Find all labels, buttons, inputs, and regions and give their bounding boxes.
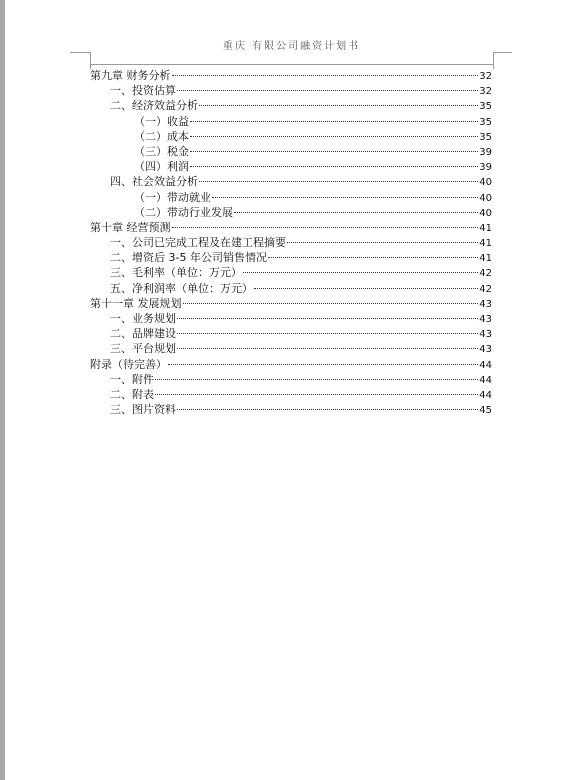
toc-entry-title: 二、附表 — [110, 387, 154, 401]
toc-entry-page: 44 — [479, 359, 492, 371]
toc-entry-page: 35 — [479, 116, 492, 128]
toc-entry-page: 44 — [479, 374, 492, 386]
toc-entry-page: 43 — [479, 344, 492, 356]
toc-entry[interactable] — [90, 281, 492, 296]
toc-entry-title: 一、附件 — [110, 372, 154, 386]
toc-entry-title: 一、投资估算 — [110, 84, 176, 98]
toc-entry-page: 32 — [479, 71, 492, 82]
toc-entry-page: 43 — [479, 314, 492, 325]
toc-entry[interactable] — [90, 250, 492, 265]
toc-entry[interactable] — [90, 159, 492, 174]
toc-dot-leader — [177, 318, 478, 319]
toc-entry-title: 附录（待完善） — [90, 357, 167, 371]
toc-entry-page: 39 — [479, 146, 492, 158]
toc-entry-page: 42 — [479, 283, 492, 295]
toc-dot-leader — [199, 181, 478, 182]
toc-dot-leader — [190, 121, 478, 122]
toc-dot-leader — [212, 197, 478, 198]
toc-entry[interactable] — [90, 402, 492, 417]
toc-dot-leader — [177, 333, 478, 334]
toc-entry[interactable] — [90, 220, 492, 235]
toc-entry-title: 一、业务规划 — [110, 312, 176, 325]
toc-entry-title: 一、公司已完成工程及在建工程摘要 — [110, 236, 286, 250]
toc-entry-page: 41 — [479, 238, 492, 250]
toc-entry-page: 42 — [479, 268, 492, 280]
toc-entry[interactable] — [90, 174, 492, 189]
toc-entry-title: （一）带动就业 — [134, 190, 211, 204]
toc-dot-leader — [177, 348, 478, 349]
window-left-edge — [0, 0, 5, 780]
toc-entry[interactable] — [90, 98, 492, 113]
toc-entry-title: 四、社会效益分析 — [110, 175, 198, 189]
crop-mark-left — [70, 52, 91, 69]
crop-mark-right — [493, 52, 512, 69]
toc-entry-title: （三）税金 — [134, 144, 189, 158]
toc-dot-leader — [243, 272, 478, 273]
toc-entry[interactable] — [90, 114, 492, 129]
toc-dot-leader — [199, 105, 478, 106]
toc-entry-page: 41 — [479, 222, 492, 234]
toc-dot-leader — [268, 257, 478, 258]
toc-entry-title: 三、毛利率（单位：万元） — [110, 266, 242, 280]
toc-entry[interactable] — [90, 357, 492, 372]
toc-entry[interactable] — [90, 265, 492, 280]
toc-entry-page: 32 — [479, 86, 492, 98]
toc-entry[interactable] — [90, 190, 492, 205]
toc-entry[interactable] — [90, 387, 492, 402]
toc-entry[interactable] — [90, 372, 492, 387]
table-of-contents — [90, 68, 492, 417]
toc-dot-leader — [155, 379, 478, 380]
toc-entry-page: 43 — [479, 298, 492, 310]
toc-dot-leader — [172, 227, 479, 228]
toc-dot-leader — [172, 75, 479, 76]
toc-entry[interactable] — [90, 68, 492, 83]
toc-entry-title: （二）成本 — [134, 129, 189, 143]
toc-entry-page: 40 — [479, 207, 492, 219]
toc-entry-page: 40 — [479, 177, 492, 189]
toc-entry-title: 二、品牌建设 — [110, 327, 176, 341]
toc-dot-leader — [190, 151, 478, 152]
toc-entry[interactable] — [90, 205, 492, 220]
toc-dot-leader — [177, 90, 478, 91]
toc-entry[interactable] — [90, 235, 492, 250]
toc-entry-page: 44 — [479, 389, 492, 401]
toc-dot-leader — [234, 212, 478, 213]
page-header: 重庆 有限公司融资计划书 — [90, 38, 493, 65]
toc-dot-leader — [183, 303, 479, 304]
toc-entry[interactable] — [90, 144, 492, 159]
toc-entry-page: 41 — [479, 253, 492, 265]
toc-entry[interactable] — [90, 341, 492, 356]
toc-entry-title: 三、图片资料 — [110, 403, 176, 417]
toc-entry-title: 五、净利润率（单位：万元） — [110, 281, 253, 295]
toc-entry-title: 二、增资后 3-5 年公司销售情况 — [110, 251, 267, 265]
toc-entry-page: 40 — [479, 192, 492, 204]
toc-entry-title: （一）收益 — [134, 114, 189, 128]
toc-dot-leader — [190, 136, 478, 137]
toc-entry[interactable] — [90, 296, 492, 311]
toc-entry[interactable] — [90, 129, 492, 144]
toc-entry-title: （四）利润 — [134, 160, 189, 174]
toc-entry[interactable] — [90, 311, 492, 326]
toc-entry-title: 二、经济效益分析 — [110, 99, 198, 113]
toc-dot-leader — [168, 364, 478, 365]
toc-entry-page: 35 — [479, 131, 492, 143]
toc-dot-leader — [254, 288, 478, 289]
toc-entry[interactable] — [90, 83, 492, 98]
toc-dot-leader — [287, 242, 478, 243]
toc-dot-leader — [177, 409, 478, 410]
toc-dot-leader — [155, 394, 478, 395]
toc-entry-page: 39 — [479, 162, 492, 174]
toc-entry-page: 43 — [479, 329, 492, 341]
toc-entry-page: 35 — [479, 101, 492, 113]
toc-entry-title: （二）带动行业发展 — [134, 205, 233, 219]
toc-entry-title: 第十一章 发展规划 — [90, 296, 182, 310]
toc-entry[interactable] — [90, 326, 492, 341]
toc-entry-title: 第九章 财务分析 — [90, 69, 171, 82]
toc-dot-leader — [190, 166, 478, 167]
toc-entry-page: 45 — [479, 405, 492, 417]
toc-entry-title: 三、平台规划 — [110, 342, 176, 356]
toc-entry-title: 第十章 经营预测 — [90, 220, 171, 234]
